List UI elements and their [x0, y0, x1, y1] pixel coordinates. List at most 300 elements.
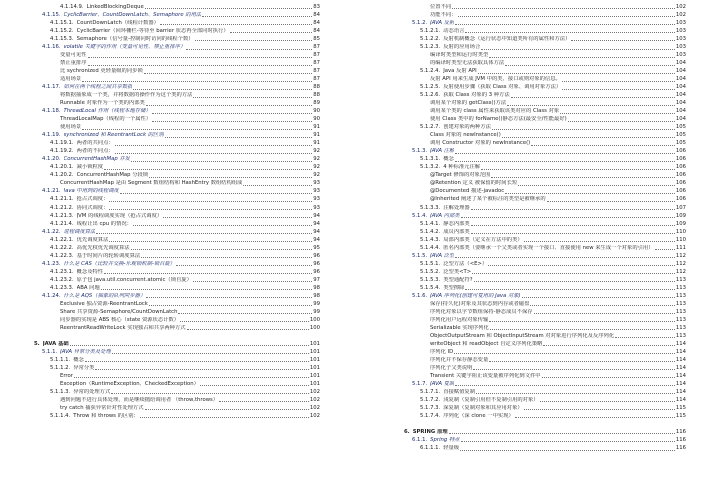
toc-page-number: 106: [675, 172, 686, 179]
toc-entry[interactable]: [34, 221, 320, 228]
toc-entry[interactable]: [404, 140, 686, 147]
toc-entry[interactable]: [34, 140, 320, 147]
toc-page-number: 102: [309, 405, 320, 411]
toc-entry-title: 浅复制（复制引用但不复制引用的对象）: [443, 396, 539, 403]
toc-entry-title: CountDownLatch（线程计数器）: [76, 20, 159, 27]
toc-leader-dots: [133, 225, 312, 226]
toc-leader-dots: [460, 450, 675, 451]
toc-entry[interactable]: [404, 357, 686, 364]
toc-leader-dots: [96, 233, 312, 234]
toc-leader-dots: [152, 121, 312, 122]
toc-page-number: 106: [675, 164, 686, 171]
toc-entry[interactable]: [404, 261, 686, 268]
toc-entry-number: 5.1.4.: [412, 212, 428, 219]
toc-entry-number: 4.1.23.2.: [50, 276, 74, 283]
toc-leader-dots: [146, 297, 312, 298]
toc-entry[interactable]: [404, 253, 686, 260]
toc-page-number: 107: [675, 204, 686, 211]
toc-page-number: 112: [675, 252, 686, 259]
toc-entry[interactable]: [34, 269, 320, 276]
toc-leader-dots: [149, 305, 312, 306]
toc-leader-dots: [534, 313, 675, 314]
toc-entry[interactable]: [34, 237, 320, 244]
toc-entry-number: 5.1.3.: [412, 148, 428, 155]
toc-entry[interactable]: [404, 293, 686, 300]
toc-entry-number: 5.1.4.4.: [420, 244, 441, 251]
toc-entry-title: 序列化用户远程对象传输: [430, 316, 489, 323]
toc-entry[interactable]: [34, 413, 320, 420]
toc-entry-number: 5.1.3.3.: [420, 204, 441, 211]
toc-page-number: 104: [675, 92, 686, 99]
toc-page-number: 98: [313, 292, 320, 299]
toc-page-number: 84: [313, 28, 320, 35]
toc-entry[interactable]: [404, 317, 686, 324]
toc-entry[interactable]: [34, 389, 320, 396]
toc-leader-dots: [543, 345, 674, 346]
toc-entry[interactable]: [34, 92, 320, 99]
toc-entry-title: 协同式调度：: [76, 204, 109, 211]
toc-leader-dots: [243, 185, 312, 186]
toc-entry-title: synchronized 和 ReentrantLock 的区别: [63, 132, 164, 139]
toc-entry[interactable]: [34, 196, 320, 203]
toc-entry-title: 注解处理器: [443, 204, 470, 211]
toc-entry-number: 5.1.5.1.: [420, 260, 441, 267]
toc-entry-title: 将数据抽象成一个类，并将数据的操作作为这个类的方法: [60, 92, 193, 99]
toc-entry-title: 反射机制概念（运行状态中知道类所有的属性和方法）: [443, 36, 571, 43]
toc-entry[interactable]: [404, 4, 686, 11]
toc-entry-title: 轻量级: [443, 445, 460, 452]
toc-page-number: 93: [313, 204, 320, 211]
toc-entry[interactable]: [404, 365, 686, 372]
toc-entry[interactable]: [404, 116, 686, 123]
toc-entry-title: JAVA 复制: [430, 380, 455, 387]
toc-entry[interactable]: [404, 84, 686, 91]
toc-entry-number: 5.1.6.: [412, 292, 428, 299]
toc-entry-title: CyclicBarrier（回环栅栏-等待至 barrier 状态再全部同时执行）: [76, 28, 229, 35]
toc-page-number: 87: [313, 68, 320, 75]
toc-entry[interactable]: [404, 100, 686, 107]
toc-entry-title: 什么是 CAS（比较并交换-乐观锁机制-锁自旋）: [63, 260, 176, 267]
toc-entry[interactable]: [34, 164, 320, 171]
toc-page-number: 102: [675, 12, 686, 19]
toc-entry[interactable]: [34, 213, 320, 220]
toc-entry-title: @Retention 定义 被保留的时间长短: [430, 180, 518, 187]
toc-entry-number: 4.1.15.2.: [50, 28, 74, 35]
toc-entry-number: 4.1.19.1.: [50, 140, 74, 147]
toc-leader-dots: [488, 265, 675, 266]
toc-entry-number: 5.1.2.: [412, 20, 428, 27]
toc-entry-title: 抢占式调度：: [76, 196, 109, 203]
toc-entry[interactable]: [404, 405, 686, 412]
toc-entry[interactable]: [404, 132, 686, 139]
toc-entry[interactable]: [34, 373, 320, 380]
toc-entry-title: 序列化子父类说明: [430, 364, 473, 371]
toc-entry[interactable]: [404, 269, 686, 276]
toc-page-number: 105: [675, 140, 686, 147]
toc-entry[interactable]: [404, 373, 686, 380]
toc-page-number: 92: [313, 156, 320, 163]
toc-leader-dots: [133, 89, 312, 90]
toc-entry[interactable]: [34, 205, 320, 212]
toc-entry[interactable]: [34, 36, 320, 43]
toc-entry[interactable]: [404, 333, 686, 340]
toc-leader-dots: [471, 233, 675, 234]
toc-entry-title: 异常的处理方式: [73, 388, 111, 395]
toc-entry-number: 5.1.7.4.: [420, 413, 441, 420]
toc-entry[interactable]: [404, 309, 686, 316]
toc-entry-title: 动态语言: [443, 28, 465, 35]
toc-entry-number: 4.1.19.2.: [50, 148, 74, 155]
toc-page-number: 93: [313, 188, 320, 195]
toc-entry[interactable]: [404, 124, 686, 131]
toc-leader-dots: [109, 201, 312, 202]
toc-entry-title: ThreadLocal 作用（线程本地存储）: [63, 108, 151, 115]
toc-entry[interactable]: [404, 301, 686, 308]
toc-entry-title: 直接赋值复制: [443, 388, 476, 395]
toc-entry-title: 进程调度算法: [63, 228, 96, 235]
toc-entry[interactable]: [34, 229, 320, 236]
toc-entry-number: 6.1.1.1.: [420, 445, 441, 452]
toc-entry-title: JAVA 注解: [430, 148, 455, 155]
toc-leader-dots: [88, 65, 313, 66]
toc-leader-dots: [449, 433, 675, 434]
toc-entry-number: 5.1.2.1.: [420, 28, 441, 35]
toc-entry[interactable]: [404, 12, 686, 19]
toc-leader-dots: [187, 329, 309, 330]
toc-entry-number: 5.1.1.4.: [50, 413, 71, 420]
toc-page-number: 114: [675, 372, 686, 379]
toc-page-number: 94: [313, 212, 320, 219]
toc-leader-dots: [85, 361, 309, 362]
toc-entry-title: 调用某个类的 class 属性来获取该类对应的 Class 对象: [430, 108, 560, 115]
toc-entry-number: 5.1.4.2.: [420, 228, 441, 235]
toc-entry[interactable]: [404, 44, 686, 51]
toc-leader-dots: [115, 145, 313, 146]
toc-page-number: 113: [675, 284, 686, 291]
toc-entry-number: 5.1.7.3.: [420, 405, 441, 411]
toc-entry[interactable]: [34, 293, 320, 300]
toc-entry-title: Serializable 实现序列化: [430, 324, 489, 331]
toc-entry-number: 4.1.22.1.: [50, 236, 74, 243]
toc-entry[interactable]: [34, 12, 320, 19]
toc-entry-title: 反射使用步骤（获取 Class 对象、调用对象方法）: [443, 84, 562, 91]
toc-entry[interactable]: [404, 341, 686, 348]
toc-entry[interactable]: [404, 92, 686, 99]
toc-leader-dots: [165, 137, 313, 138]
toc-entry-title: 保存(持久化)对象及其状态到内存或者磁盘: [430, 300, 530, 307]
toc-leader-dots: [511, 97, 675, 98]
toc-entry[interactable]: [404, 148, 686, 155]
toc-page-number: 101: [309, 340, 320, 347]
toc-entry-number: 5.1.1.1.: [50, 356, 71, 363]
toc-entry[interactable]: [404, 245, 686, 252]
toc-entry[interactable]: [404, 205, 686, 212]
toc-page-number: 104: [675, 76, 686, 83]
toc-entry-number: 4.1.23.3.: [50, 284, 74, 291]
toc-entry-title: try catch 捕获异常针对性处理方式: [60, 405, 144, 411]
toc-entry[interactable]: [34, 349, 320, 356]
toc-entry-title: Exclusive 独占资源-ReentrantLock: [60, 300, 148, 307]
toc-page-number: 89: [313, 100, 320, 107]
toc-entry[interactable]: [34, 325, 320, 332]
toc-spacer: [404, 421, 686, 428]
toc-leader-dots: [518, 185, 675, 186]
toc-entry-number: 5.1.2.3.: [420, 44, 441, 51]
toc-entry-title: JAVA 内部类: [430, 212, 460, 219]
toc-entry-title: ConcurrentHashMap 并发: [63, 156, 130, 163]
toc-entry[interactable]: [34, 100, 320, 107]
toc-entry[interactable]: [404, 28, 686, 35]
toc-leader-dots: [481, 169, 675, 170]
toc-entry-number: 4.1.17.: [42, 84, 61, 91]
toc-page-number: 114: [675, 388, 686, 395]
toc-leader-dots: [219, 401, 309, 402]
toc-entry[interactable]: [34, 188, 320, 195]
toc-entry[interactable]: [34, 172, 320, 179]
toc-page-number: 103: [675, 28, 686, 35]
toc-entry-title: 线程让出 cpu 的情况：: [76, 220, 132, 227]
toc-entry[interactable]: [404, 349, 686, 356]
toc-leader-dots: [478, 73, 675, 74]
toc-entry[interactable]: [34, 68, 320, 75]
toc-leader-dots: [455, 24, 675, 25]
toc-entry[interactable]: [404, 108, 686, 115]
toc-entry[interactable]: [404, 277, 686, 284]
toc-entry-title: ConcurrentHashMap 是由 Segment 数组结构和 HashEntry 数组结构组成: [60, 180, 243, 187]
toc-page-number: 104: [675, 60, 686, 67]
toc-entry[interactable]: [34, 44, 320, 51]
toc-leader-dots: [492, 129, 675, 130]
toc-entry[interactable]: [34, 4, 320, 11]
toc-entry[interactable]: [34, 365, 320, 372]
toc-entry[interactable]: [404, 188, 686, 195]
toc-entry[interactable]: [34, 76, 320, 83]
toc-entry[interactable]: [34, 84, 320, 91]
toc-entry[interactable]: [404, 76, 686, 83]
toc-entry-title: 匿名内部类（要继承一个父类或者实现一个接口、直接使用 new 来生成一个对象的引用）: [443, 244, 654, 251]
toc-leader-dots: [547, 201, 675, 202]
toc-entry-title: Spring 特点: [430, 437, 460, 444]
toc-entry[interactable]: [404, 437, 686, 444]
toc-page-number: 116: [675, 437, 686, 444]
toc-entry[interactable]: [404, 196, 686, 203]
toc-entry[interactable]: [34, 180, 320, 187]
toc-page-number: 114: [675, 348, 686, 355]
toc-leader-dots: [461, 441, 675, 442]
toc-entry-title: 泛型类<T>: [443, 268, 472, 275]
toc-leader-dots: [452, 8, 675, 9]
toc-page-number: 96: [313, 260, 320, 267]
toc-entry[interactable]: [404, 325, 686, 332]
toc-entry-title: 的编译时类型无法获取具体方法: [430, 60, 505, 67]
toc-leader-dots: [474, 281, 675, 282]
toc-leader-dots: [140, 417, 309, 418]
toc-entry[interactable]: [34, 132, 320, 139]
toc-entry-number: 5.1.2.2.: [420, 36, 441, 43]
toc-page-number: 84: [313, 20, 320, 27]
toc-entry[interactable]: [404, 229, 686, 236]
toc-leader-dots: [490, 329, 675, 330]
toc-entry-title: JAVA 泛型: [430, 252, 455, 259]
toc-entry-number: 5.: [34, 340, 40, 347]
toc-entry-number: 5.1.2.6.: [420, 92, 441, 99]
toc-entry[interactable]: [404, 164, 686, 171]
toc-entry[interactable]: [34, 285, 320, 292]
toc-entry-title: ABA 问题: [76, 284, 100, 291]
toc-entry-number: 4.1.18.: [42, 108, 61, 115]
toc-page-number: 87: [313, 44, 320, 51]
toc-entry[interactable]: [34, 60, 320, 67]
toc-entry[interactable]: [34, 245, 320, 252]
toc-entry[interactable]: [34, 317, 320, 324]
toc-entry[interactable]: [34, 381, 320, 388]
toc-entry[interactable]: [404, 389, 686, 396]
toc-entry-title: ObjectOutputStream 和 ObjectInputStream 对对象进行序列化及反序列化: [430, 332, 615, 339]
toc-entry-title: 适用场景: [60, 76, 82, 83]
toc-entry[interactable]: [34, 108, 320, 115]
toc-entry-title: 序列化 ID: [430, 348, 454, 355]
toc-entry[interactable]: [404, 397, 686, 404]
toc-entry[interactable]: [404, 180, 686, 187]
toc-entry[interactable]: [34, 341, 320, 348]
toc-entry-title: @Inherited 阐述了某个被标注的类型是被继承的: [430, 196, 546, 203]
toc-leader-dots: [145, 409, 309, 410]
toc-entry-number: 4.1.21.2.: [50, 204, 74, 211]
toc-entry-title: JAVA 反射: [430, 20, 455, 27]
toc-entry-title: Runnable 对象作为一个类的内部类: [60, 100, 145, 107]
toc-entry-title: 概念及特性: [76, 268, 104, 275]
toc-entry-title: Exception（RuntimeException、CheckedException）: [60, 380, 199, 387]
toc-page-number: 99: [313, 300, 320, 307]
toc-entry-number: 5.1.2.7.: [420, 124, 441, 131]
toc-entry[interactable]: [34, 277, 320, 284]
toc-entry-number: 4.1.21.: [42, 188, 61, 195]
toc-entry[interactable]: [404, 413, 686, 420]
toc-entry-number: 4.1.22.3.: [50, 252, 74, 259]
toc-entry-number: 5.1.2.5.: [420, 84, 441, 91]
toc-entry[interactable]: [404, 68, 686, 75]
toc-leader-dots: [104, 273, 312, 274]
toc-page-number: 104: [675, 84, 686, 91]
toc-entry-number: 4.1.14.9.: [60, 4, 84, 10]
toc-entry-number: 5.1.2.4.: [420, 68, 441, 75]
toc-entry[interactable]: [404, 445, 686, 452]
toc-page-number: 113: [675, 292, 686, 299]
toc-entry-title: 概念: [73, 356, 84, 363]
toc-entry-title: 同步器的实现是 ABS 核心（state 资源状态计数）: [60, 316, 180, 323]
toc-entry-number: 5.1.3.1.: [420, 156, 441, 163]
toc-page-number: 104: [675, 68, 686, 75]
toc-entry[interactable]: [34, 20, 320, 27]
toc-entry-title: 成员内部类: [443, 228, 470, 235]
toc-entry[interactable]: [34, 253, 320, 260]
toc-leader-dots: [104, 169, 312, 170]
toc-entry[interactable]: [404, 52, 686, 59]
toc-page-number: 112: [675, 260, 686, 267]
toc-leader-dots: [200, 385, 309, 386]
toc-entry[interactable]: [404, 156, 686, 163]
toc-entry[interactable]: [34, 405, 320, 412]
toc-entry-title: 变量可见性: [60, 52, 87, 59]
toc-page-number: 96: [313, 252, 320, 259]
toc-page-number: 113: [675, 332, 686, 339]
toc-entry[interactable]: [34, 301, 320, 308]
toc-page-number: 113: [675, 276, 686, 283]
toc-entry-title: ConcurrentHashMap 分段锁: [76, 172, 149, 179]
toc-entry[interactable]: [404, 221, 686, 228]
toc-page-number: 109: [675, 212, 686, 219]
toc-entry-title: JAVA 序列化(创建可复用的 Java 对象): [430, 292, 521, 299]
toc-entry[interactable]: [404, 60, 686, 67]
toc-entry[interactable]: [404, 172, 686, 179]
toc-entry-title: Throw 和 throws 的区别：: [73, 413, 139, 420]
toc-entry-number: 5.1.1.3.: [50, 388, 71, 395]
toc-page-number: 114: [675, 396, 686, 403]
toc-entry[interactable]: [404, 213, 686, 220]
toc-entry-number: 4.1.23.1.: [50, 268, 74, 275]
toc-entry[interactable]: [34, 116, 320, 123]
toc-page-number: 96: [313, 268, 320, 275]
toc-entry[interactable]: [34, 309, 320, 316]
toc-entry[interactable]: [404, 285, 686, 292]
toc-entry-title: writeObject 和 readObject 自定义序列化策略: [430, 340, 543, 347]
toc-page-number: 102: [675, 4, 686, 10]
toc-entry-number: 4.1.22.: [42, 228, 61, 235]
toc-page-number: 104: [675, 108, 686, 115]
toc-entry-number: 4.1.20.1.: [50, 164, 74, 171]
toc-entry[interactable]: [404, 36, 686, 43]
toc-page-number: 88: [313, 84, 320, 91]
toc-page-number: 102: [309, 413, 320, 420]
toc-leader-dots: [82, 129, 312, 130]
toc-page-number: 115: [675, 405, 686, 411]
toc-entry[interactable]: [34, 124, 320, 131]
toc-leader-dots: [193, 281, 312, 282]
toc-page-number: 91: [313, 140, 320, 147]
toc-entry-title: 创建对象的两种方法: [443, 124, 491, 131]
toc-entry[interactable]: [34, 156, 320, 163]
toc-entry-title: 基于时间片的轮转调度算法: [76, 252, 141, 259]
toc-page-number: 98: [313, 284, 320, 291]
toc-leader-dots: [522, 297, 675, 298]
toc-page-number: 116: [675, 429, 686, 436]
toc-page-number: 101: [309, 356, 320, 363]
toc-leader-dots: [144, 73, 313, 74]
toc-entry-title: LinkedBlockingDeque: [86, 4, 144, 10]
toc-entry[interactable]: [34, 148, 320, 155]
toc-page-number: 100: [309, 316, 320, 323]
toc-entry[interactable]: [404, 381, 686, 388]
toc-entry-title: 静态内部类: [443, 220, 470, 227]
toc-entry[interactable]: [34, 357, 320, 364]
toc-leader-dots: [180, 321, 309, 322]
toc-leader-dots: [195, 40, 313, 41]
toc-entry[interactable]: [404, 20, 686, 27]
toc-entry-title: Transient 关键字阻止该变量被序列化到文件中: [430, 372, 541, 379]
toc-entry[interactable]: [34, 28, 320, 35]
toc-entry[interactable]: [404, 237, 686, 244]
toc-entry-title: JAVA 基础: [42, 340, 69, 347]
toc-leader-dots: [524, 409, 675, 410]
toc-entry[interactable]: [34, 52, 320, 59]
toc-page-number: 106: [675, 180, 686, 187]
toc-leader-dots: [152, 113, 313, 114]
toc-entry[interactable]: [34, 397, 320, 404]
toc-entry[interactable]: [404, 429, 686, 436]
toc-page-number: 114: [675, 356, 686, 363]
toc-entry[interactable]: [34, 261, 320, 268]
toc-entry-title: 异常分类: [73, 364, 95, 371]
